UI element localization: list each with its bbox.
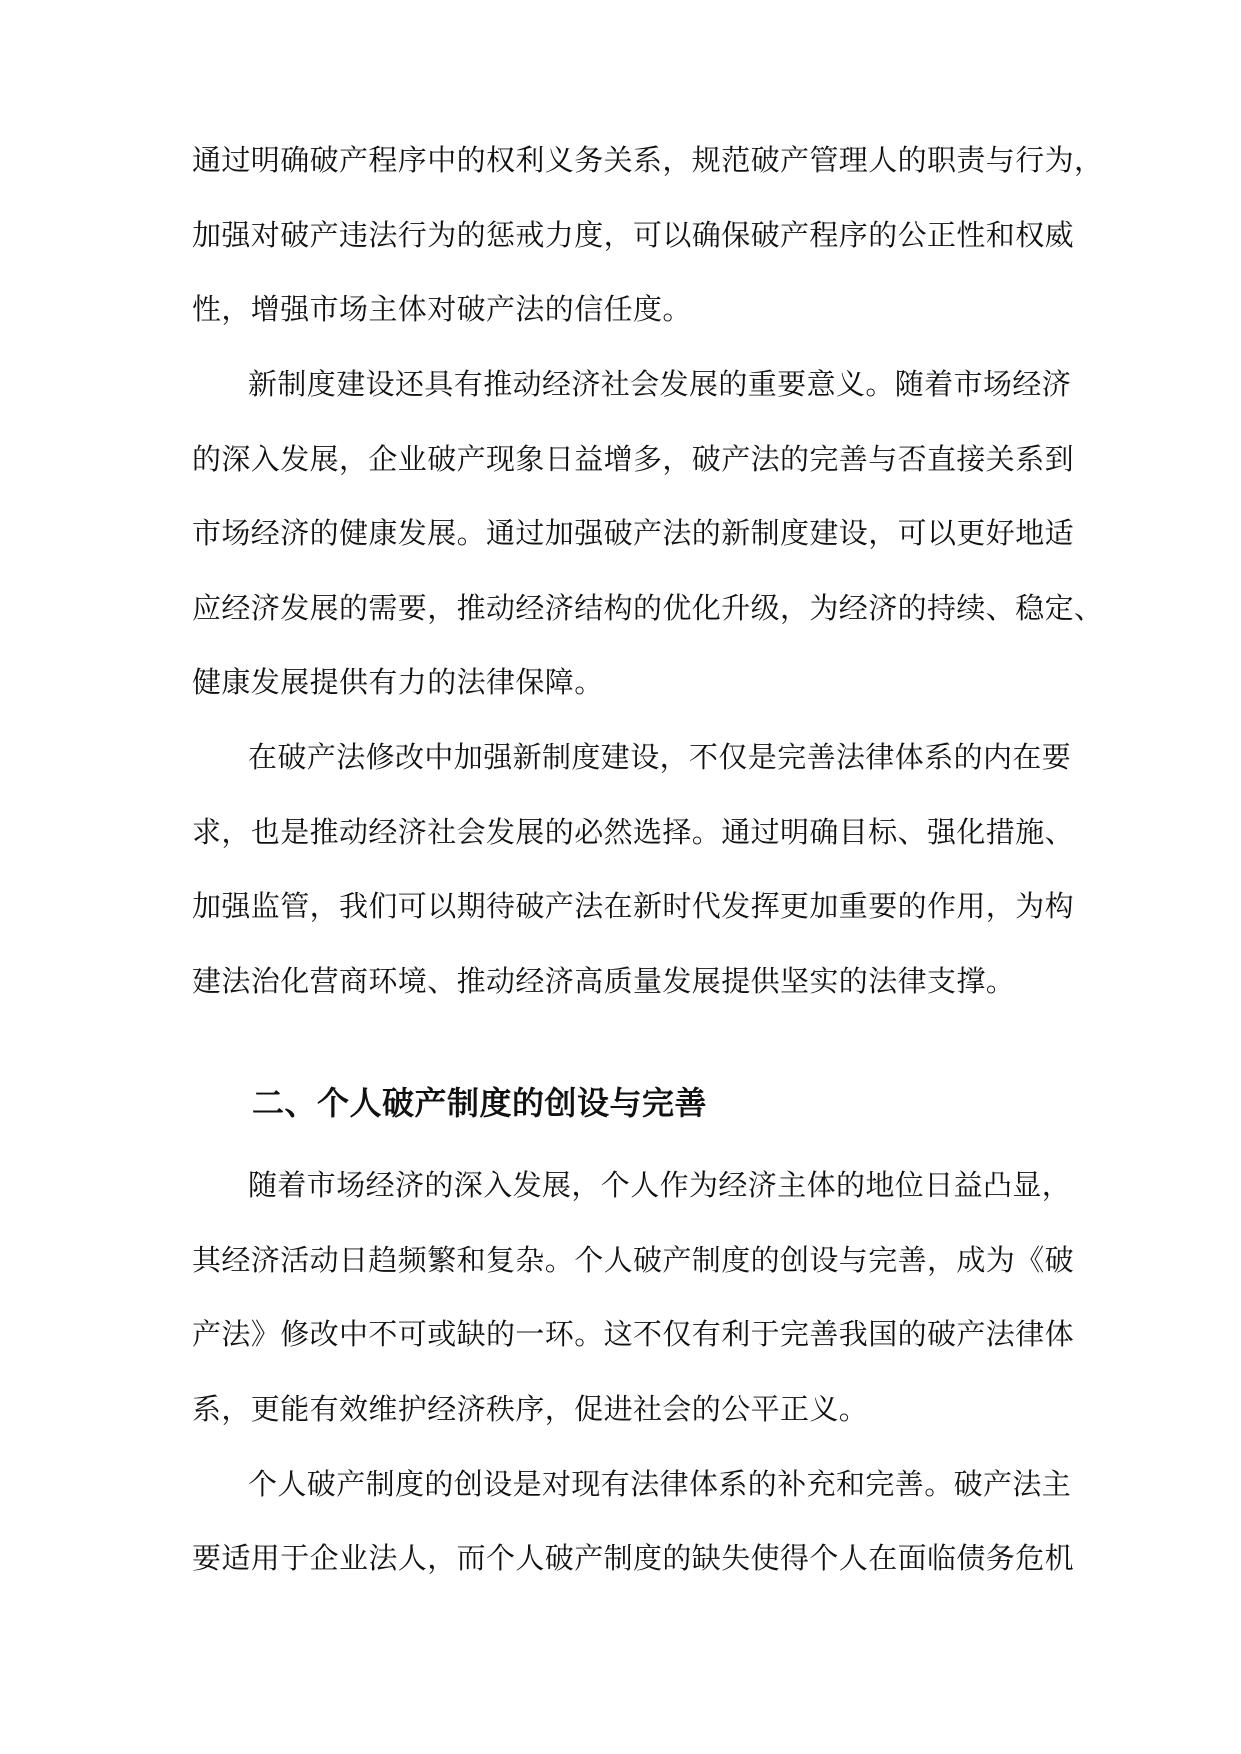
text-line: 建法治化营商环境、推动经济高质量发展提供坚实的法律支撑。	[192, 964, 1016, 998]
text-line: 系，更能有效维护经济秩序，促进社会的公平正义。	[192, 1392, 869, 1426]
text-line: 的深入发展，企业破产现象日益增多，破产法的完善与否直接关系到	[192, 442, 1075, 476]
text-line: 加强对破产违法行为的惩戒力度，可以确保破产程序的公正性和权威	[192, 218, 1075, 252]
paragraph-first-line: 个人破产制度的创设是对现有法律体系的补充和完善。破产法主	[248, 1467, 1072, 1501]
paragraph-first-line: 随着市场经济的深入发展，个人作为经济主体的地位日益凸显，	[248, 1168, 1072, 1202]
text-line: 健康发展提供有力的法律保障。	[192, 665, 604, 699]
text-line: 要适用于企业法人，而个人破产制度的缺失使得个人在面临债务危机	[192, 1541, 1075, 1575]
paragraph-first-line: 在破产法修改中加强新制度建设，不仅是完善法律体系的内在要	[248, 740, 1072, 774]
text-line: 产法》修改中不可或缺的一环。这不仅有利于完善我国的破产法律体	[192, 1317, 1075, 1351]
text-line: 市场经济的健康发展。通过加强破产法的新制度建设，可以更好地适	[192, 516, 1075, 550]
text-line: 性，增强市场主体对破产法的信任度。	[192, 292, 692, 326]
text-line: 加强监管，我们可以期待破产法在新时代发挥更加重要的作用，为构	[192, 889, 1075, 923]
text-line: 其经济活动日趋频繁和复杂。个人破产制度的创设与完善，成为《破	[192, 1243, 1075, 1277]
text-line: 求，也是推动经济社会发展的必然选择。通过明确目标、强化措施、	[192, 815, 1075, 849]
paragraph-first-line: 新制度建设还具有推动经济社会发展的重要意义。随着市场经济	[248, 367, 1072, 401]
section-heading: 二、个人破产制度的创设与完善	[252, 1084, 708, 1122]
text-line: 应经济发展的需要，推动经济结构的优化升级，为经济的持续、稳定、	[192, 591, 1104, 625]
text-line: 通过明确破产程序中的权利义务关系，规范破产管理人的职责与行为，	[192, 143, 1104, 177]
